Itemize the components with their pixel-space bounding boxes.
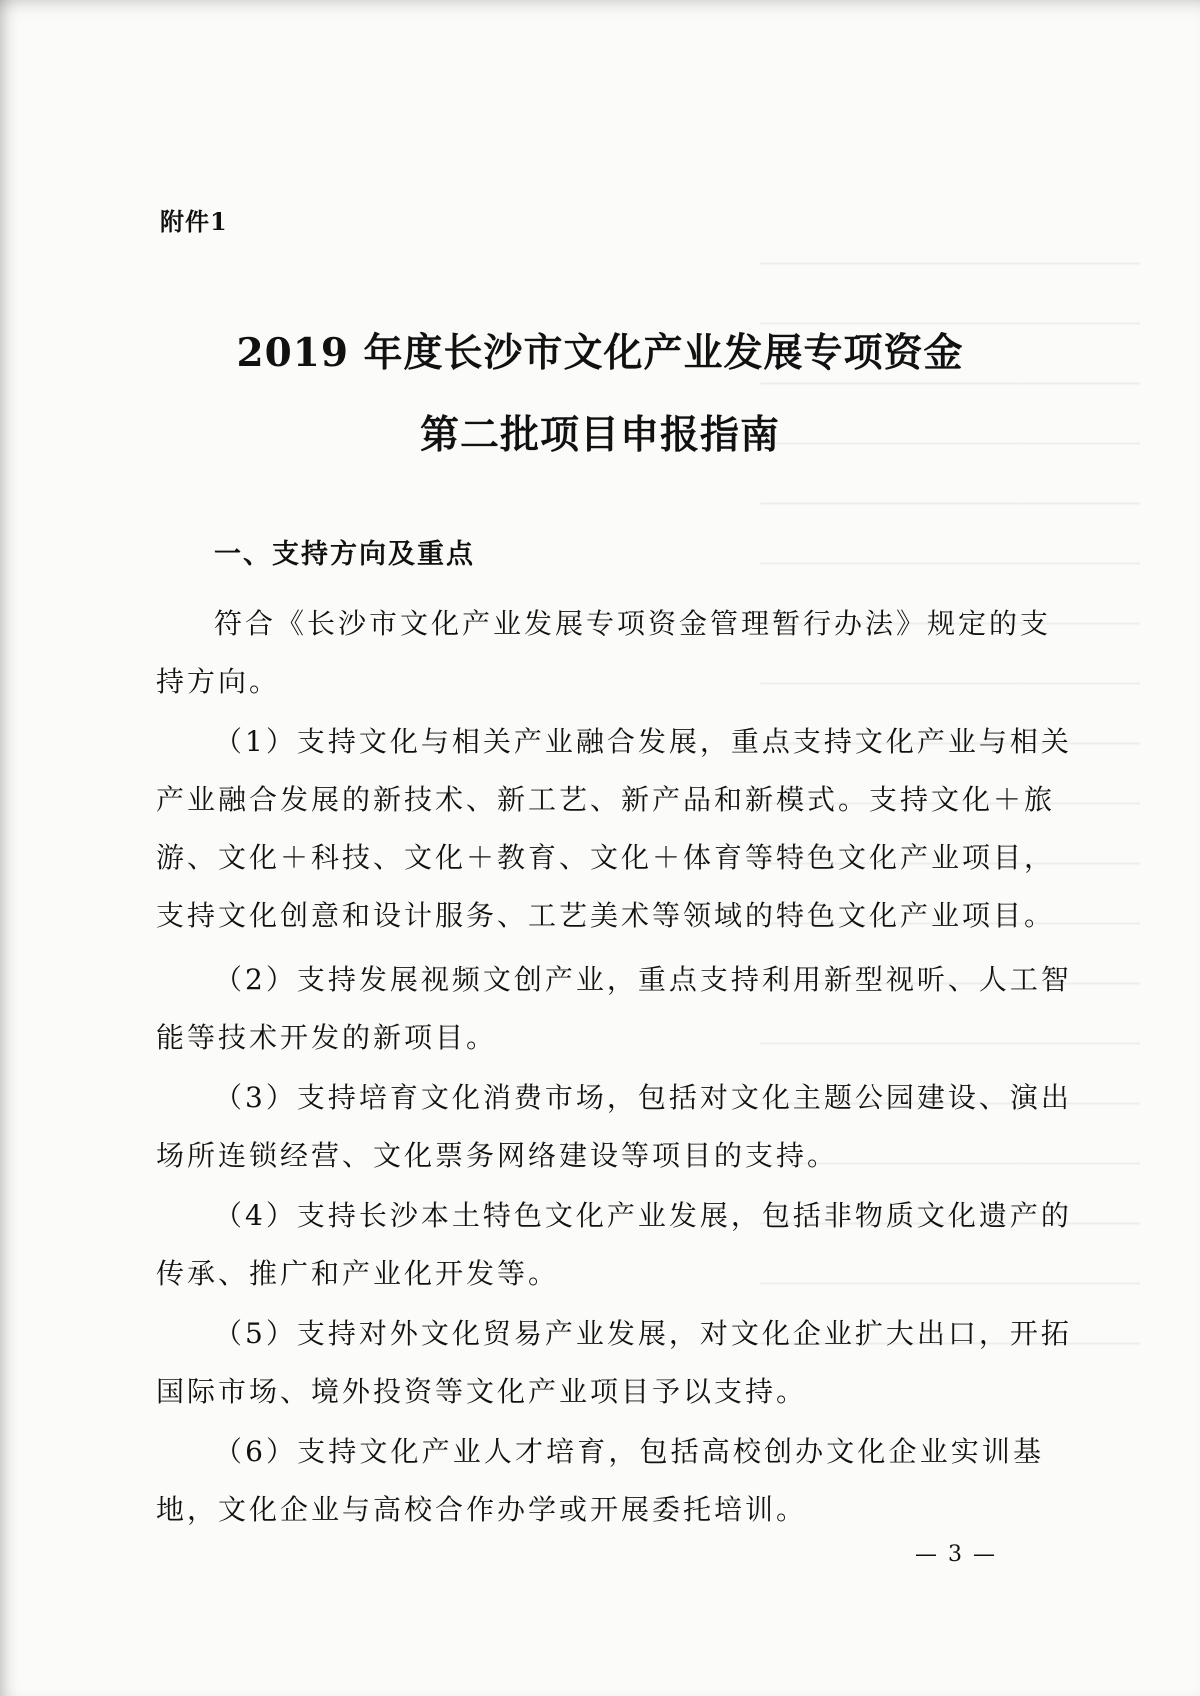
document-title-line-2: 第二批项目申报指南 — [419, 412, 780, 458]
paragraph-line: 持方向。 — [156, 665, 281, 698]
page-number: — 3 — — [915, 1542, 997, 1567]
paragraph-line: 场所连锁经营、文化票务网络建设等项目的支持。 — [156, 1139, 839, 1172]
paragraph-line: 能等技术开发的新项目。 — [156, 1021, 498, 1054]
paragraph-line: （4）支持长沙本土特色文化产业发展，包括非物质文化遗产的 — [214, 1199, 1072, 1232]
paragraph-line: 支持文化创意和设计服务、工艺美术等领域的特色文化产业项目。 — [156, 899, 1056, 932]
paragraph-line: （6）支持文化产业人才培育，包括高校创办文化企业实训基 — [214, 1435, 1044, 1468]
paragraph-line: （5）支持对外文化贸易产业发展，对文化企业扩大出口，开拓 — [214, 1317, 1072, 1350]
paragraph-line: 符合《长沙市文化产业发展专项资金管理暂行办法》规定的支 — [214, 607, 1052, 640]
paragraph-line: 传承、推广和产业化开发等。 — [156, 1257, 560, 1290]
paragraph-line: 国际市场、境外投资等文化产业项目予以支持。 — [156, 1375, 808, 1408]
section-heading: 一、支持方向及重点 — [214, 539, 475, 570]
paragraph-line: （2）支持发展视频文创产业，重点支持利用新型视听、人工智 — [214, 963, 1072, 996]
paragraph-line: 地，文化企业与高校合作办学或开展委托培训。 — [156, 1493, 808, 1526]
paragraph-line: 游、文化＋科技、文化＋教育、文化＋体育等特色文化产业项目， — [156, 841, 1056, 874]
paragraph-line: （3）支持培育文化消费市场，包括对文化主题公园建设、演出 — [214, 1081, 1072, 1114]
paragraph-line: （1）支持文化与相关产业融合发展，重点支持文化产业与相关 — [214, 725, 1072, 758]
document-title-line-1: 2019 年度长沙市文化产业发展专项资金 — [236, 330, 964, 376]
attachment-label: 附件1 — [160, 207, 228, 236]
paragraph-line: 产业融合发展的新技术、新工艺、新产品和新模式。支持文化＋旅 — [156, 783, 1056, 816]
